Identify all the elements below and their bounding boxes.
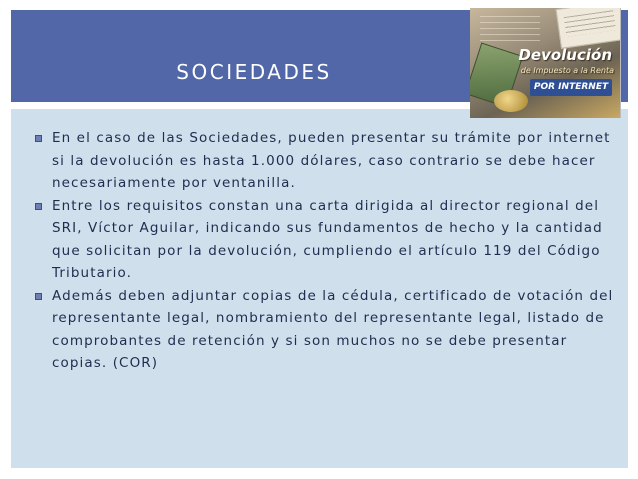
banner-document-texture: [480, 16, 540, 42]
bullet-square-icon: [35, 203, 42, 210]
banner-receipt-graphic: [556, 8, 621, 49]
bullet-square-icon: [35, 293, 42, 300]
banner-receipt-lines: [564, 10, 616, 37]
bullet-item: [34, 127, 618, 195]
banner-coins-graphic: [494, 90, 528, 112]
bullet-text: En el caso de las Sociedades, pueden presentar su trámite por internet si la devolución es hasta 1.000 dólares, caso contrario se debe hacer necesariamente por ventanilla.: [52, 130, 611, 191]
bullet-item: [34, 285, 618, 375]
bullet-text: Entre los requisitos constan una carta dirigida al director regional del SRI, Víctor Aguilar, indicando sus fundamentos de hecho y la cantidad que solicitan por la devolución, cumpliendo el artículo 119 del Código Tributario.: [52, 197, 603, 281]
banner-title: Devolución: [518, 46, 612, 64]
slide-title: SOCIEDADES: [176, 60, 332, 84]
slide-title-wrap: [11, 60, 497, 84]
devolucion-banner-image: [470, 8, 621, 118]
bullet-text: Además deben adjuntar copias de la cédula, certificado de votación del representante legal, nombramiento del representante legal, listado de comprobantes de retención y si son muchos no se debe presentar copias. (COR): [52, 287, 614, 371]
banner-pill: POR INTERNET: [530, 79, 612, 96]
bullet-square-icon: [35, 135, 42, 142]
bullet-list: [34, 127, 618, 375]
banner-subtitle: de Impuesto a la Renta: [520, 66, 614, 75]
bullet-item: [34, 195, 618, 285]
